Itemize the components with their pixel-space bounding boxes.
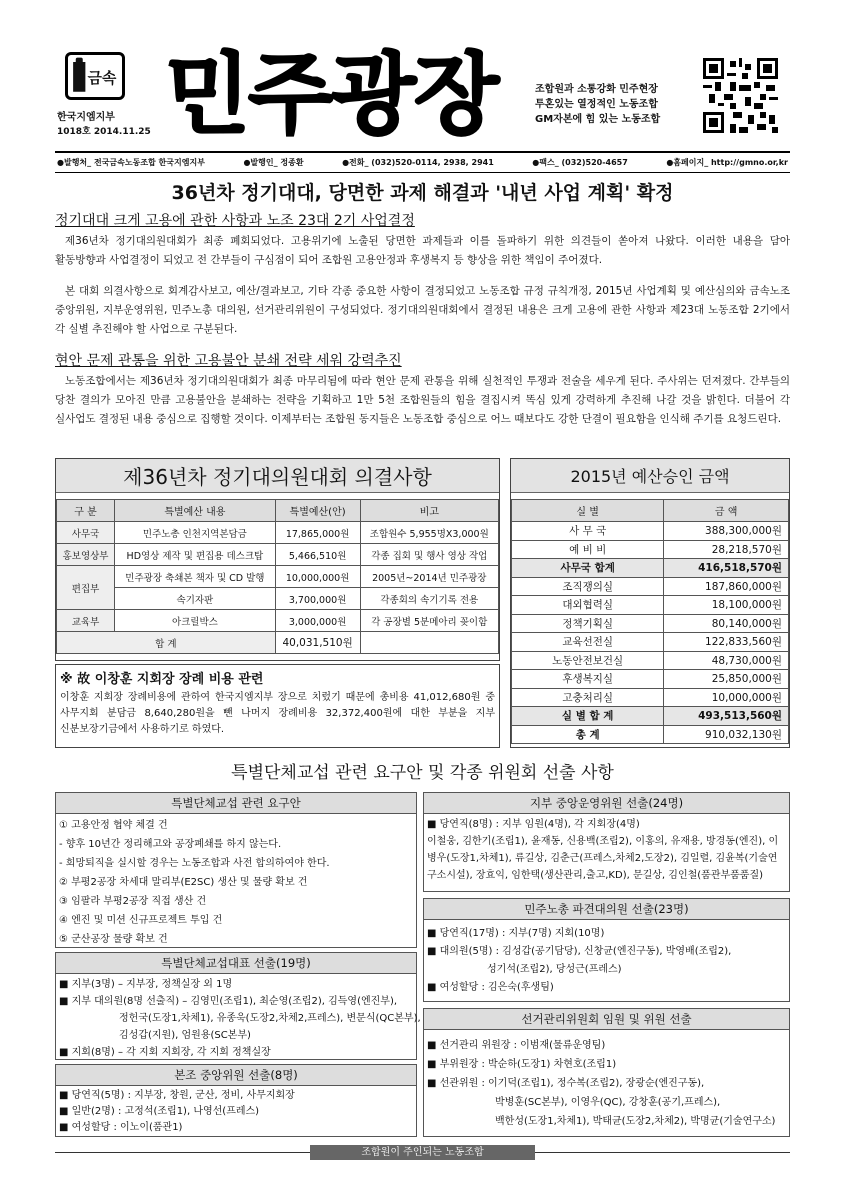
- election-committee-panel: [423, 1008, 790, 1137]
- reps-panel: [55, 952, 421, 1060]
- central-panel: [55, 1064, 417, 1137]
- amount-cell: 17,865,000원: [275, 522, 360, 544]
- list-item: ■ 선거관리 위원장 : 이범재(물류운영팀): [427, 1040, 606, 1051]
- grand-total-row: [512, 725, 789, 744]
- budget-label: 사 무 국: [512, 522, 664, 541]
- table-row: [512, 596, 789, 615]
- note-cell: 각 공장별 5분메아리 꽂이함: [360, 610, 498, 632]
- table-row: [512, 688, 789, 707]
- list-item: ■ 부위원장 : 박순하(도장1) 차현호(조립1): [427, 1059, 617, 1070]
- headline: 36년차 정기대대, 당면한 과제 해결과 '내년 사업 계획' 확정: [171, 182, 674, 204]
- panel-title: 민주노총 파견대의원 선출(23명): [424, 899, 789, 920]
- slogans: [535, 82, 660, 127]
- table-row: [57, 544, 499, 566]
- budget-label: 후생복지실: [512, 670, 664, 689]
- budget-amount: 388,300,000원: [664, 522, 789, 541]
- budget-label: 조직쟁의실: [512, 577, 664, 596]
- column-header: 실 별: [512, 500, 664, 522]
- amount-cell: 10,000,000원: [275, 566, 360, 588]
- budget-box: [510, 458, 790, 748]
- item-cell: HD영상 제작 및 편집용 데스크탑: [115, 544, 276, 566]
- list-item: 이철웅, 김한기(조립1), 윤재동, 신용백(조립2), 이홍의, 유재용, 방경동(엔진), 이: [427, 836, 779, 847]
- table-row: [512, 670, 789, 689]
- column-header: 금 액: [664, 500, 789, 522]
- table-header-row: [57, 500, 499, 522]
- list-item: ■ 선관위원 : 이기덕(조립1), 정수복(조립2), 장광순(엔진구동),: [427, 1078, 705, 1089]
- publisher: ●발행처_ 전국금속노동조합 한국지엠지부: [57, 158, 205, 167]
- amount-cell: 3,700,000원: [275, 588, 360, 610]
- table-row: [512, 633, 789, 652]
- fax: ●팩스_ (032)520-4657: [532, 158, 628, 167]
- column-header: 특별예산 내용: [115, 500, 276, 522]
- budget-amount: 80,140,000원: [664, 614, 789, 633]
- table-row: [57, 522, 499, 544]
- committee-panel: [423, 792, 790, 892]
- budget-amount: 416,518,570원: [664, 559, 789, 578]
- list-item: 정헌국(도장1,차체1), 유종욱(도장2,차체2,프레스), 변문식(QC본부),: [119, 1013, 421, 1024]
- paragraph: 제36년차 정기대의원대회가 최종 폐회되었다. 고용위기에 노출된 당면한 과제들과 이를 돌파하기 위한 의견들이 쏟아져 나왔다. 이러한 내용을 담아 활동방향과 사업결정이 되었고 전 간부들이 구심점이 되어 조합원 고용안정과 후생복지 등 향상을 위한 책임이 주어졌다.: [55, 235, 790, 266]
- publisher-info-bar: [55, 151, 790, 173]
- funeral-note-box: [55, 664, 500, 748]
- budget-label: 고충처리실: [512, 688, 664, 707]
- table-row: [512, 577, 789, 596]
- slogan-line: 조합원과 소통강화 민주현장: [535, 84, 658, 95]
- funeral-note-title: ※ 故 이창훈 지회장 장례 비용 관련: [60, 672, 264, 687]
- table-row: [57, 610, 499, 632]
- masthead-area: [55, 40, 790, 150]
- subhead-2: 현안 문제 관통을 위한 고용불안 분쇄 전략 세워 강력추진: [55, 353, 402, 369]
- panel-title: 특별단체교섭대표 선출(19명): [56, 953, 416, 974]
- homepage-link[interactable]: ●홈페이지_ http://gmno.or,kr: [666, 158, 788, 167]
- dept-cell: 홍보영상부: [57, 544, 115, 566]
- list-item: ■ 여성할당 : 김은숙(후생팀): [427, 982, 554, 993]
- editor: ●발행인_ 정종환: [243, 158, 304, 167]
- budget-label: 대외협력실: [512, 596, 664, 615]
- budget-label: 사무국 합계: [512, 559, 664, 578]
- budget-amount: 25,850,000원: [664, 670, 789, 689]
- table-row: [512, 522, 789, 541]
- list-item: ④ 엔진 및 미션 신규프로젝트 투입 건: [59, 915, 223, 926]
- list-item: 구소시설), 장효익, 임한택(생산관리,출고,KD), 문길상, 김인철(품관부품품질): [427, 870, 764, 881]
- table-row: [512, 540, 789, 559]
- list-item: ⑤ 군산공장 물량 확보 건: [59, 934, 168, 945]
- table-row: [57, 588, 499, 610]
- list-item: 병우(도장1,차체1), 류길상, 김춘근(프레스,차체2,도장2), 김일렬, 김윤복(기술연: [427, 853, 778, 864]
- total-amount: 40,031,510원: [275, 632, 360, 654]
- item-cell: 민주노총 인천지역본담금: [115, 522, 276, 544]
- dept-cell: 사무국: [57, 522, 115, 544]
- item-cell: 민주광장 축쇄본 책자 및 CD 발행: [115, 566, 276, 588]
- subtotal-row: [512, 559, 789, 578]
- item-cell: 속기자판: [115, 588, 276, 610]
- list-item: ■ 당연직(17명) : 지부(7명) 지회(10명): [427, 928, 605, 939]
- list-item: ■ 대의원(5명) : 김성갑(공기담당), 신창균(엔진구동), 박영배(조립2),: [427, 946, 732, 957]
- list-item: 백한성(도장1,차체1), 박태균(도장2,차체2), 박명균(기술연구소): [495, 1116, 776, 1127]
- note-cell: 각종회의 속기기록 전용: [360, 588, 498, 610]
- column-header: 특별예산(안): [275, 500, 360, 522]
- resolutions-box: [55, 458, 500, 661]
- slogan-line: GM자본에 힘 있는 노동조합: [535, 114, 661, 125]
- resolutions-table: [56, 499, 499, 654]
- demands-panel: [55, 792, 417, 948]
- dept-cell: 편집부: [57, 566, 115, 610]
- budget-amount: 493,513,560원: [664, 707, 789, 726]
- table-row: [512, 651, 789, 670]
- panel-title: 특별단체교섭 관련 요구안: [56, 793, 416, 814]
- empty-cell: [360, 632, 498, 654]
- list-item: - 희망퇴직을 실시할 경우는 노동조합과 사전 합의하여야 한다.: [59, 858, 330, 869]
- list-item: 박병훈(SC본부), 이영우(QC), 강창훈(공기,프레스),: [495, 1097, 721, 1108]
- panel-title: 지부 중앙운영위원 선출(24명): [424, 793, 789, 814]
- org-name: 한국지엠지부: [57, 112, 115, 123]
- budget-amount: 28,218,570원: [664, 540, 789, 559]
- list-item: ① 고용안정 협약 체결 건: [59, 820, 168, 831]
- list-item: - 향후 10년간 정리해고와 공장폐쇄를 하지 않는다.: [59, 839, 282, 850]
- item-cell: 아크릴박스: [115, 610, 276, 632]
- budget-label: 교육선전실: [512, 633, 664, 652]
- budget-amount: 48,730,000원: [664, 651, 789, 670]
- budget-table: [511, 499, 789, 744]
- dept-cell: 교육부: [57, 610, 115, 632]
- amount-cell: 5,466,510원: [275, 544, 360, 566]
- budget-label: 정책기획실: [512, 614, 664, 633]
- note-cell: 조합원수 5,955명X3,000원: [360, 522, 498, 544]
- kctu-panel: [423, 898, 790, 1002]
- budget-label: 예 비 비: [512, 540, 664, 559]
- table-row: [512, 614, 789, 633]
- total-label: 합 계: [57, 632, 276, 654]
- list-item: ■ 당연직(5명) : 지부장, 창원, 군산, 정비, 사무지회장: [59, 1090, 295, 1101]
- union-logo: [55, 40, 151, 150]
- table-header-row: [512, 500, 789, 522]
- slogan-line: 투혼있는 열정적인 노동조합: [535, 99, 658, 110]
- fist-logo-icon: [65, 52, 125, 100]
- list-item: 성기석(조립2), 당성근(프레스): [487, 964, 622, 975]
- list-item: ■ 당연직(8명) : 지부 임원(4명), 각 지회장(4명): [427, 819, 640, 830]
- budget-amount: 187,860,000원: [664, 577, 789, 596]
- paragraph: 본 대회 의결사항으로 회계감사보고, 예산/결과보고, 기타 각종 중요한 사항이 결정되었고 노동조합 규정 규칙개정, 2015년 사업계획 및 예산심의와 금속노조 중앙위원, 지부운영위원, 민주노총 대의원, 선거관리위원이 구성되었다. 정기대의원대회에서 결정된 내용은 크게 고용에 관한 사항과 제23대 노동조합 2기에서 각 실별 추진해야 할 사업으로 구분된다.: [55, 285, 790, 335]
- subhead-1: 정기대대 크게 고용에 관한 사항과 노조 23대 2기 사업결정: [55, 213, 415, 229]
- panel-title: 본조 중앙위원 선출(8명): [56, 1065, 416, 1086]
- amount-cell: 3,000,000원: [275, 610, 360, 632]
- subtotal-row: [512, 707, 789, 726]
- list-item: ■ 지부 대의원(8명 선출직) – 김영민(조립1), 최순영(조립2), 김득영(엔진부),: [59, 996, 398, 1007]
- column-header: 비고: [360, 500, 498, 522]
- list-item: ② 부평2공장 차세대 말리부(E2SC) 생산 및 물량 확보 건: [59, 877, 308, 888]
- list-item: ③ 임팔라 부평2공장 직접 생산 건: [59, 896, 207, 907]
- note-cell: 각종 집회 및 행사 영상 작업: [360, 544, 498, 566]
- elections-title: 특별단체교섭 관련 요구안 및 각종 위원회 선출 사항: [231, 763, 614, 783]
- budget-title: 2015년 예산승인 금액: [511, 459, 789, 493]
- paragraph: 노동조합에서는 제36년차 정기대의원대회가 최종 마무리됨에 따라 현안 문제 관통을 위해 실천적인 투쟁과 전술을 세우게 된다. 주사위는 던져졌다. 간부들의 당찬 결의가 모아진 만큼 고용불안을 분쇄하는 전략을 기획하고 1만 5천 조합원들의 힘을 결집시켜 똑심 있게 강력하게 추진해 나갈 것을 밝힌다. 더불어 각 실사업도 결정된 내용 중심으로 집행할 것이다. 이제부터는 조합원 동지들은 노동조합 중심으로 어느 때보다도 강한 단결이 필요함을 인식해 주기를 요청드린다.: [55, 375, 790, 425]
- list-item: ■ 여성할당 : 이노이(품관1): [59, 1122, 183, 1133]
- list-item: ■ 지부(3명) – 지부장, 정책실장 외 1명: [59, 979, 233, 990]
- budget-label: 총 계: [512, 725, 664, 744]
- column-header: 구 분: [57, 500, 115, 522]
- table-row: [57, 566, 499, 588]
- budget-label: 노동안전보건실: [512, 651, 664, 670]
- footer: [55, 1145, 790, 1159]
- budget-amount: 910,032,130원: [664, 725, 789, 744]
- list-item: ■ 일반(2명) : 고정석(조립1), 나영선(프레스): [59, 1106, 260, 1117]
- note-cell: 2005년~2014년 민주광장: [360, 566, 498, 588]
- budget-amount: 122,833,560원: [664, 633, 789, 652]
- budget-label: 실 별 합 계: [512, 707, 664, 726]
- budget-amount: 10,000,000원: [664, 688, 789, 707]
- masthead-title: 민주광장: [165, 43, 498, 146]
- funeral-note-body: 이창훈 지회장 장례비용에 관하여 한국지엠지부 장으로 치렀기 때문에 총비용 41,012,680원 중 사무지회 분담금 8,640,280원을 뺀 나머지 장례비용 32,372,400원에 대한 부분을 지부 신분보장기금에서 사용하기로 하였다.: [60, 692, 495, 735]
- qr-code-icon[interactable]: [703, 58, 778, 133]
- list-item: 김성갑(지원), 엄원용(SC본부): [119, 1030, 251, 1041]
- phone: ●전화_ (032)520-0114, 2938, 2941: [342, 158, 494, 167]
- panel-title: 선거관리위원회 임원 및 위원 선출: [424, 1009, 789, 1030]
- logo-text: 금속: [87, 69, 117, 87]
- issue-date: 1018호 2014.11.25: [57, 127, 151, 137]
- total-row: [57, 632, 499, 654]
- list-item: ■ 지회(8명) – 각 지회 지회장, 각 지회 정책실장: [59, 1047, 271, 1058]
- footer-label: 조합원이 주인되는 노동조합: [310, 1145, 535, 1160]
- resolutions-title: 제36년차 정기대의원대회 의결사항: [56, 459, 499, 493]
- budget-amount: 18,100,000원: [664, 596, 789, 615]
